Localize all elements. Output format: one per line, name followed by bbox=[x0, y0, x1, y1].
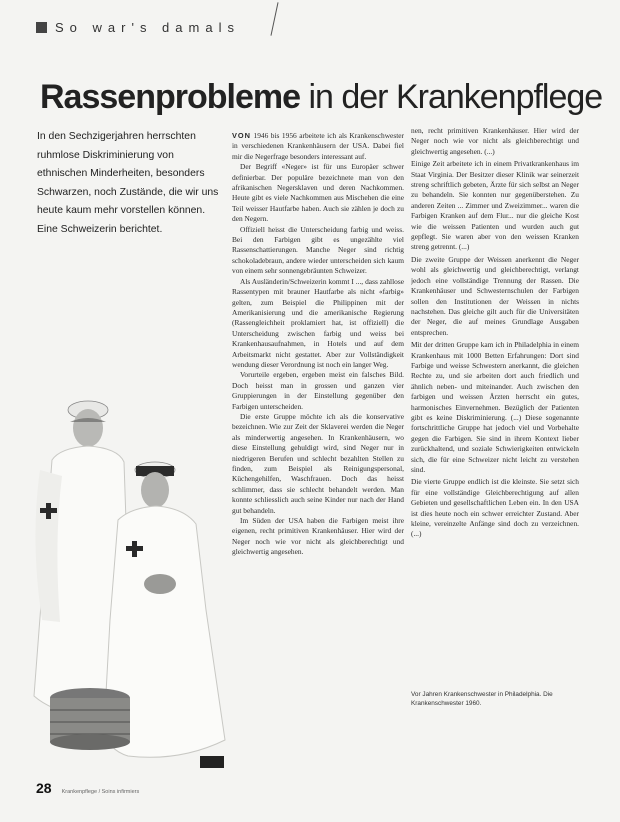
pen-mark-icon bbox=[270, 2, 278, 35]
paragraph: Vorurteile ergeben, ergeben meist ein falsches Bild. Doch heisst man in grossen und ganzen vier Gruppierungen in der Einstellung gegenüber den Farbigen unterscheiden. bbox=[232, 370, 404, 411]
paragraph: Der Begriff «Neger» ist für uns Europäer schwer definierbar. Der populäre bezeichnete man von den afrikanischen Negersklaven und deren Nachkommen. Heute gibt es viele Nachkommen aus Mischehen die eine Teil weisser Hautfarbe haben. Auch sie zählen je doch zu den Negern. bbox=[232, 162, 404, 224]
publication-name: Krankenpflege / Soins infirmiers bbox=[61, 789, 140, 795]
paragraph: Die zweite Gruppe der Weissen anerkennt die Neger wohl als gleichwertig und gleichberechtigt, verlangt jedoch eine vollständige Trennung der Rassen. Die Krankenhäuser und Schwesternschulen der Farbigen sollen den Institutionen der Weissen in nichts nachstehen. Das gleiche gilt auch für die Universitäten der Neger, die auf meines Grundlage Ausgaben entsprechen. bbox=[411, 254, 579, 337]
article-title bbox=[40, 78, 602, 117]
paragraph: Die erste Gruppe möchte ich als die konservative bezeichnen. Wie zur Zeit der Sklaverei werden die Neger als minderwertig angesehen. In Krankenhäusern, wo diese Einstellung gehuldigt wird, sind Neger nur in niedrigeren Berufen und schlecht bezahlten Stellen zu finden, zum Beispiel als Reinigungspersonal, Küchengehilfen, Waschfrauen. Doch das heisst schlimmer, dass sie schlecht behandelt werden. Man konnte schliesslich auch seine Kinder nur nach der Hand gut behandeln. bbox=[232, 411, 404, 515]
paragraph: Einige Zeit arbeitete ich in einem Privatkrankenhaus im Staat Virginia. Der Besitzer dieser Klinik war seinerzeit streng schriftlich gebeten, Ärzte für sich selbst an Neger zu behandeln. Sie konnten nur gegenüberstehen. Zu anderen Zeiten ... Zimmer und Zweizimmer... waren die Farbigen Kranken auf dem Flur... nur die gleiche Kost wie die weissen Patienten und wurden auch gut gepflegt. Sie waren aber von den weissen Kranken streng getrennt. (...) bbox=[411, 159, 579, 252]
paragraph: Offiziell heisst die Unterscheidung farbig und weiss. Bei den Farbigen gibt es ungezählte viel Rassenschattierungen. Manche Neger sind richtig schokoladebraun, andere wieder unterscheiden sich kaum von einem sehr sonnengebräunten Schweizer. bbox=[232, 224, 404, 276]
paragraph: Als Ausländerin/Schweizerin kommt I ..., dass zahllose Rassentypen mit brauner Hautfarbe als nicht «farbig» gelten, zum Beispiel die Philippinen mit der Amerikanisierung und die amerikanische Regierung (Rassengleichheit proklamiert hat, ist offiziell) die Unterscheidung zwischen farbig und weiss bei Krankenhausaufnahmen, in Hotels und auf dem Arbeitsmarkt nicht gestattet. Aber zur Vollständigkeit wendung dieser Verordnung ist noch ein langer Weg. bbox=[232, 276, 404, 369]
page-footer bbox=[36, 780, 152, 796]
nurses-photo bbox=[0, 370, 300, 780]
title-rest: in der Krankenpflege bbox=[300, 78, 603, 116]
paragraph: Mit der dritten Gruppe kam ich in Philadelphia in einem Krankenhaus mit 1000 Betten Erfahrungen: Dort sind Farbige und weisse Schwestern anerkannt, die gleichen Rechte zu, und sie arbeiten dort auch friedlich und ähnlich neben- und miteinander. Auch zwischen den farbigen und weissen Ärzten herrscht ein gutes, harmonisches Einvernehmen. Bezüglich der Patienten gibt es keine Diskriminierung. (...) Diese sogenannte fortschrittliche Gruppe hat jedoch viel und Vorbehalte gegen die Farbigen. Sie sind in ihrem Kontext lieber zurückhaltend, und soziale Schwierigkeiten entwickeln sich, die für eine Schweizer nicht leicht zu verstehen sind. bbox=[411, 340, 579, 474]
page-number: 28 bbox=[36, 780, 52, 796]
paragraph: VON 1946 bis 1956 arbeitete ich als Krankenschwester in verschiedenen Krankenhäusern der USA. Dabei fiel mir die Negerfrage besonders interessant auf. bbox=[232, 131, 404, 161]
section-label: So war's damals bbox=[55, 19, 240, 35]
lead-word: VON bbox=[232, 131, 252, 140]
photo-caption: Vor Jahren Krankenschwester in Philadelphia. Die Krankenschwester 1960. bbox=[411, 691, 553, 707]
title-bold: Rassenprobleme bbox=[40, 78, 300, 116]
article-column-right bbox=[411, 126, 579, 686]
paragraph: Im Süden der USA haben die Farbigen meist ihre eigenen, recht primitiven Krankenhäuser. Hier wird der Neger noch wie vor nicht als gleichberechtigt und gleichwertig angesehen. bbox=[232, 516, 404, 557]
section-header bbox=[36, 14, 240, 40]
basket-figure bbox=[50, 688, 130, 750]
section-square-icon bbox=[36, 22, 47, 33]
lead-paragraph: In den Sechzigerjahren herrschten ruhmlose Diskriminierung von ethnischen Minderheiten, besonders Schwarzen, noch Zustände, die wir uns heute kaum mehr vorstellen können. Eine Schweizerin berichtet. bbox=[37, 131, 219, 235]
paragraph: Die vierte Gruppe endlich ist die kleinste. Sie setzt sich für eine vollständige Gleichberechtigung auf allen Gebieten und gesellschaftlichen Leben ein. In den USA ist dies heute noch ein schwer erreichter Zustand. Aber kleine, vereinzelte Anfänge sind doch zu verzeichnen. (...) bbox=[411, 477, 579, 539]
paragraph: nen, recht primitiven Krankenhäuser. Hier wird der Neger noch wie vor nicht als gleichberechtigt und gleichwertig angesehen. (...) bbox=[411, 126, 579, 156]
